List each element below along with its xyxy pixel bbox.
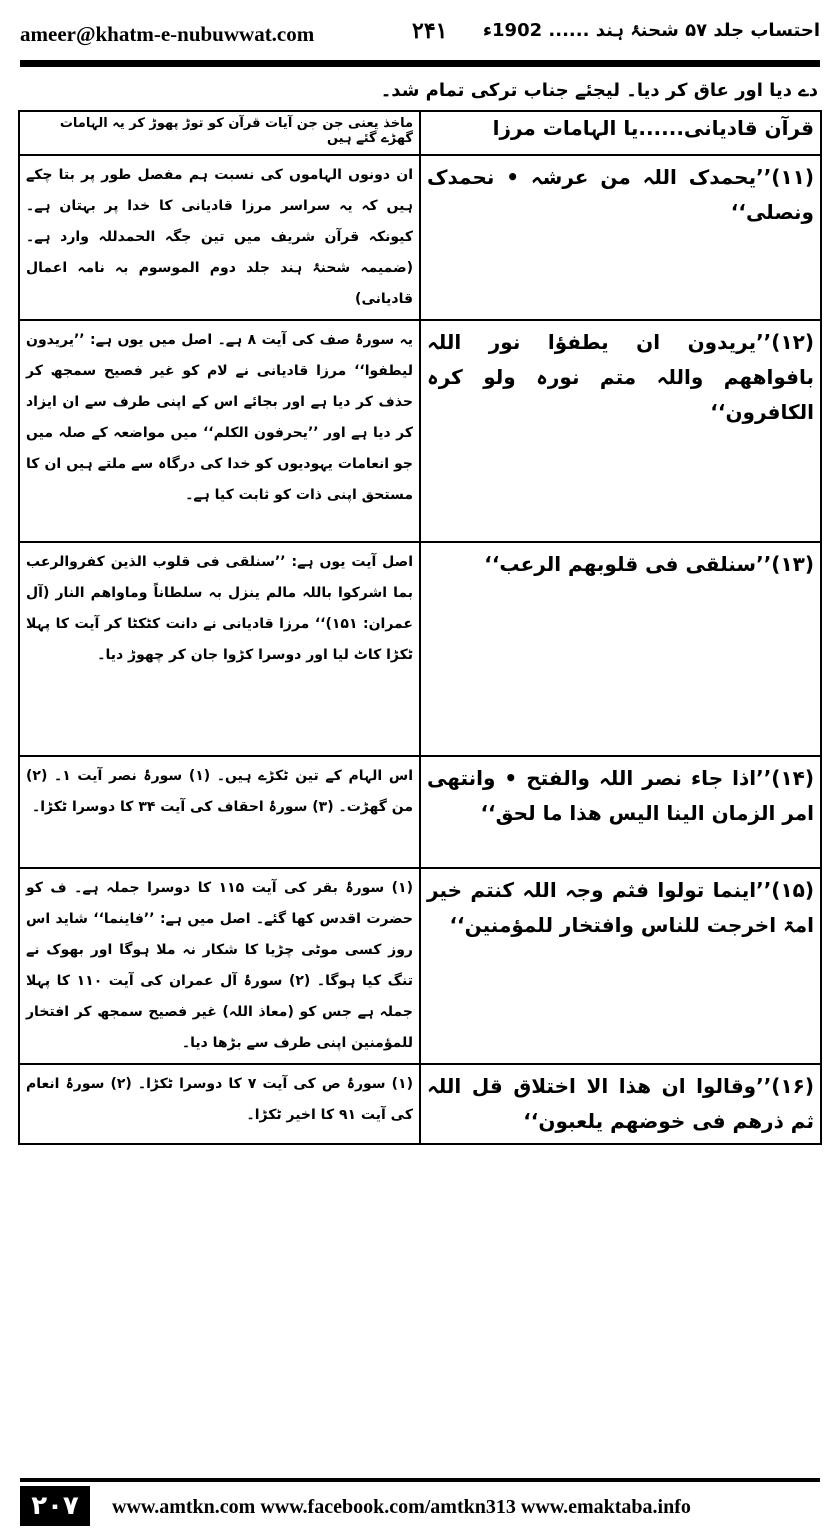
footer-rule xyxy=(20,1478,820,1482)
table-row xyxy=(19,1064,821,1144)
table-row xyxy=(19,542,821,756)
ilham-cell: (۱۴)’’اذا جاء نصر اللہ والفتح • وانتھی امر الزمان الینا الیس ھذا ما لحق‘‘ xyxy=(420,756,821,868)
footer-page-number: ۲۰۷ xyxy=(20,1486,90,1526)
source-cell: اس الہام کے تین ٹکڑے ہیں۔ (۱) سورۂ نصر آیت ۱۔ (۲) من گھڑت۔ (۳) سورۂ احقاف کی آیت ۳۴ کا دوسرا ٹکڑا۔ xyxy=(19,756,420,868)
ilham-cell: (۱۲)’’یریدون ان یطفؤا نور اللہ بافواھھم واللہ متم نورہ ولو کرہ الکافرون‘‘ xyxy=(420,320,821,542)
source-cell: (۱) سورۂ بقر کی آیت ۱۱۵ کا دوسرا جملہ ہے۔ ف کو حضرت اقدس کھا گئے۔ اصل میں ہے: ’’فاینما‘‘ شاید اس روز کسی موٹی چڑیا کا شکار نہ ملا ہوگا اور بھوک نے تنگ کیا ہوگا۔ (۲) سورۂ آل عمران کی آیت ۱۱۰ کا پہلا جملہ ہے جس کو (معاذ اللہ) غیر فصیح سمجھ کر افتخار للمؤمنین اپنی طرف سے بڑھا دیا۔ xyxy=(19,868,420,1064)
table-row xyxy=(19,756,821,868)
header-page-number: ۲۴۱ xyxy=(412,18,448,44)
source-cell: یہ سورۂ صف کی آیت ۸ ہے۔ اصل میں یوں ہے: ’’یریدون لیطفوا‘‘ مرزا قادیانی نے لام کو غیر فصیح سمجھ کر حذف کر دیا ہے اور بجائے اس کے اپنی طرف سے ان ایزاد کر دیا ہے اور ’’یحرفون الکلم‘‘ میں مواضعہ کے صلہ میں جو انعامات یہودیوں کو خدا کی درگاہ سے ملتے ہیں ان کا مستحق اپنی ذات کو ثابت کیا ہے۔ xyxy=(19,320,420,542)
source-cell: (۱) سورۂ ص کی آیت ۷ کا دوسرا ٹکڑا۔ (۲) سورۂ انعام کی آیت ۹۱ کا اخیر ٹکڑا۔ xyxy=(19,1064,420,1144)
header-title: احتساب جلد ۵۷ شحنۂ ہند ...... 1902ء xyxy=(482,20,820,41)
table-header-row xyxy=(19,111,821,155)
header-email: ameer@khatm-e-nubuwwat.com xyxy=(20,22,315,46)
ilham-cell: (۱۵)’’اینما تولوا فثم وجہ اللہ کنتم خیر امۃ اخرجت للناس وافتخار للمؤمنین‘‘ xyxy=(420,868,821,1064)
page-header xyxy=(20,14,820,48)
table-row xyxy=(19,155,821,320)
table-row xyxy=(19,320,821,542)
table-row xyxy=(19,868,821,1064)
footer-links[interactable]: www.amtkn.com www.facebook.com/amtkn313 www.emaktaba.info xyxy=(112,1496,691,1518)
ilham-cell: (۱۳)’’سنلقی فی قلوبھم الرعب‘‘ xyxy=(420,542,821,756)
ilham-cell: (۱۱)’’یحمدک اللہ من عرشہ • نحمدک ونصلی‘‘ xyxy=(420,155,821,320)
source-cell: ان دونوں الہاموں کی نسبت ہم مفصل طور پر بتا چکے ہیں کہ یہ سراسر مرزا قادیانی کا خدا پر بہتان ہے۔ کیونکہ قرآن شریف میں تین جگہ الحمدللہ وارد ہے۔ (ضمیمہ شحنۂ ہند جلد دوم الموسوم بہ نامہ اعمال قادیانی) xyxy=(19,155,420,320)
ilham-cell: (۱۶)’’وقالوا ان ھذا الا اختلاق قل اللہ ثم ذرھم فی خوضھم یلعبون‘‘ xyxy=(420,1064,821,1144)
ilham-table xyxy=(18,110,822,1145)
header-ilham: قرآن قادیانی......یا الہامات مرزا xyxy=(420,111,821,155)
intro-text: دے دیا اور عاق کر دیا۔ لیجئے جناب ترکی تمام شد۔ xyxy=(380,80,818,101)
header-rule xyxy=(20,60,820,67)
source-cell: اصل آیت یوں ہے: ’’سنلقی فی قلوب الذین کفروالرعب بما اشرکوا باللہ مالم ینزل بہ سلطاناً وماواھم النار (آل عمران: ۱۵۱)‘‘ مرزا قادیانی نے دانت کٹکٹا کر آیت کا پہلا ٹکڑا کاٹ لیا اور دوسرا کڑوا جان کر چھوڑ دیا۔ xyxy=(19,542,420,756)
header-source: ماخذ یعنی جن جن آیات قرآن کو توڑ پھوڑ کر یہ الہامات گھڑے گئے ہیں xyxy=(19,111,420,155)
